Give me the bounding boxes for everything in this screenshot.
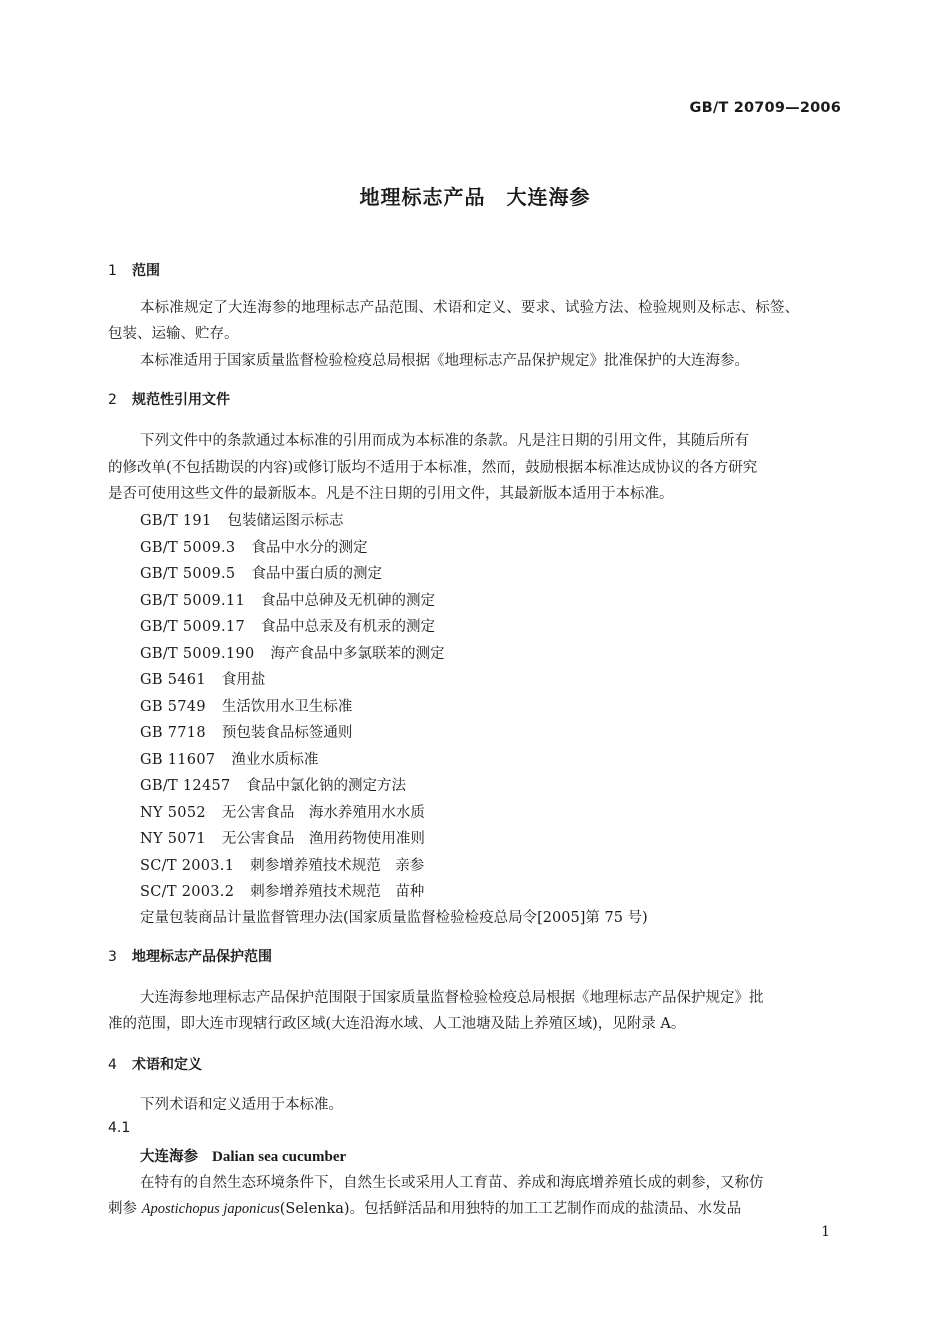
reference-title: 食品中蛋白质的测定: [251, 566, 382, 582]
section-title: 规范性引用文件: [132, 392, 230, 408]
reference-item: [140, 536, 367, 557]
reference-title: 生活饮用水卫生标准: [221, 698, 353, 715]
reference-title: 刺参增养殖技术规范 苗种: [250, 884, 425, 900]
reference-title: 食品中水分的测定: [251, 539, 368, 556]
section-title: 术语和定义: [132, 1057, 202, 1073]
definition-line: [108, 1197, 741, 1218]
reference-title: 渔业水质标准: [231, 751, 319, 768]
reference-item: [140, 642, 445, 663]
reference-code: GB/T 191: [140, 513, 212, 529]
section-number: 3: [108, 949, 117, 965]
reference-code: NY 5071: [140, 831, 206, 847]
definition-line: 在特有的自然生态环境条件下，自然生长或采用人工育苗、养成和海底增养殖长成的刺参，又称仿: [140, 1175, 764, 1191]
definition-text: (Selenka)。包括鲜活品和用独特的加工工艺制作而成的盐渍品、水发品: [279, 1201, 742, 1217]
reference-item: [140, 562, 382, 583]
s1-paragraph: 本标准适用于国家质量监督检验检疫总局根据《地理标志产品保护规定》批准保护的大连海参。: [140, 353, 749, 369]
reference-item: [140, 880, 424, 901]
section-number: 4: [108, 1057, 117, 1073]
reference-code: GB/T 5009.190: [140, 645, 255, 662]
reference-title: 食品中总汞及有机汞的测定: [260, 619, 435, 635]
term-chinese: 大连海参: [140, 1149, 198, 1165]
reference-code: SC/T 2003.1: [140, 857, 235, 874]
reference-title: 预包装食品标签通则: [221, 725, 353, 741]
reference-title: 包装储运图示标志: [227, 513, 344, 529]
reference-code: GB/T 5009.11: [140, 592, 245, 609]
reference-item: [140, 827, 425, 848]
section-number: 1: [108, 263, 117, 279]
reference-title: 海产食品中多氯联苯的测定: [270, 645, 445, 662]
reference-code: GB 5461: [140, 672, 206, 688]
s2-paragraph-line: 的修改单(不包括勘误的内容)或修订版均不适用于本标准，然而，鼓励根据本标准达成协议的各方研究: [108, 460, 758, 476]
reference-item: [140, 668, 265, 689]
section-title: 地理标志产品保护范围: [132, 949, 272, 965]
definition-text: 刺参: [108, 1201, 142, 1217]
reference-code: SC/T 2003.2: [140, 884, 235, 900]
s1-paragraph-line: 本标准规定了大连海参的地理标志产品范围、术语和定义、要求、试验方法、检验规则及标志、标签、: [140, 300, 800, 316]
standard-code: GB/T 20709—2006: [689, 100, 841, 116]
reference-item: [140, 748, 318, 769]
reference-item: [140, 615, 435, 636]
section-2-heading: [108, 389, 230, 409]
term-entry: [140, 1145, 346, 1166]
reference-code: GB/T 5009.3: [140, 539, 236, 556]
page-number: 1: [821, 1224, 830, 1240]
reference-code: NY 5052: [140, 804, 206, 821]
document-title: 地理标志产品 大连海参: [359, 185, 591, 209]
reference-title: 食品中氯化钠的测定方法: [246, 778, 407, 794]
s3-paragraph-line: 准的范围，即大连市现辖行政区域(大连沿海水域、人工池塘及陆上养殖区域)，见附录 A。: [108, 1016, 686, 1032]
s4-paragraph: 下列术语和定义适用于本标准。: [140, 1097, 343, 1113]
reference-title: 食品中总砷及无机砷的测定: [260, 592, 435, 609]
term-english: Dalian sea cucumber: [212, 1149, 347, 1165]
reference-code: GB 11607: [140, 751, 216, 768]
reference-code: GB/T 12457: [140, 778, 231, 794]
subclause-number: 4.1: [108, 1120, 131, 1136]
reference-item: [140, 589, 435, 610]
section-3-heading: [108, 946, 272, 966]
s2-paragraph-line: 下列文件中的条款通过本标准的引用而成为本标准的条款。凡是注日期的引用文件，其随后所有: [140, 433, 749, 449]
section-1-heading: [108, 260, 160, 280]
s1-paragraph-line: 包装、运输、贮存。: [108, 326, 239, 342]
reference-item: [140, 695, 352, 716]
species-name: Apostichopus japonicus: [141, 1201, 280, 1217]
reference-title: 刺参增养殖技术规范 亲参: [250, 857, 425, 874]
reference-code: GB/T 5009.17: [140, 619, 245, 635]
section-number: 2: [108, 392, 117, 408]
reference-title: 无公害食品 海水养殖用水水质: [221, 804, 425, 821]
reference-code: GB 7718: [140, 725, 206, 741]
reference-item: [140, 509, 343, 530]
reference-item: [140, 801, 425, 822]
section-title: 范围: [132, 263, 160, 279]
reference-title: 无公害食品 渔用药物使用准则: [221, 831, 425, 847]
reference-item: [140, 774, 406, 795]
s3-paragraph-line: 大连海参地理标志产品保护范围限于国家质量监督检验检疫总局根据《地理标志产品保护规定》批: [140, 990, 764, 1006]
reference-title: 食用盐: [221, 672, 266, 688]
reference-item: 定量包装商品计量监督管理办法(国家质量监督检验检疫总局令[2005]第 75 号): [140, 910, 648, 926]
reference-item: [140, 721, 352, 742]
section-4-heading: [108, 1054, 202, 1074]
s2-paragraph-line: 是否可使用这些文件的最新版本。凡是不注日期的引用文件，其最新版本适用于本标准。: [108, 486, 674, 502]
reference-item: [140, 854, 424, 875]
reference-code: GB/T 5009.5: [140, 566, 236, 582]
reference-code: GB 5749: [140, 698, 206, 715]
